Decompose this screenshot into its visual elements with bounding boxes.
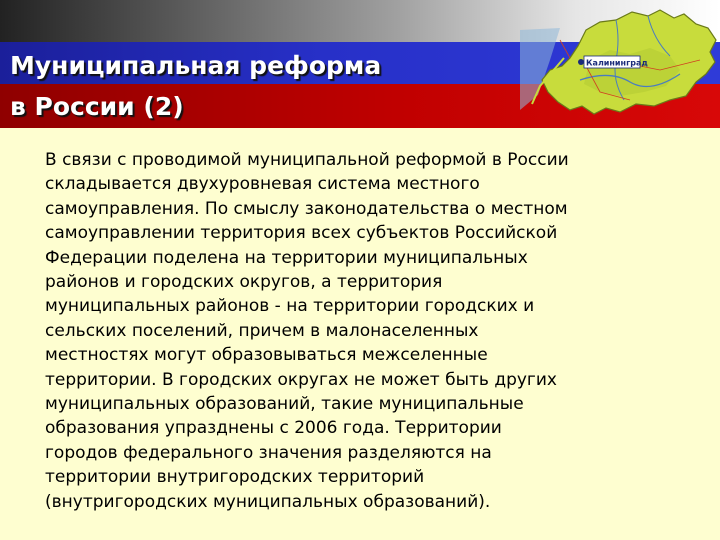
slide-title-line-1: Муниципальная реформа xyxy=(10,51,382,80)
body-paragraph: В связи с проводимой муниципальной реформой в России складывается двухуровневая система местного самоуправления. По смыслу законодательства о местном самоуправлении территория всех субъектов Российской Федерации поделена на территории муниципальных районов и городских округов, а территория муниципальных районов - на территории городских и сельских поселений, причем в малонаселенных местностях могут образовываться межселенные территории. В городских округах не может быть других муниципальных образований, такие муниципальные образования упразднены с 2006 года. Территории городов федерального значения разделяются на территории внутригородских территорий (внутригородских муниципальных образований). xyxy=(45,150,569,512)
kaliningrad-region-map xyxy=(520,0,720,125)
slide-title-line-2: в России (2) xyxy=(10,92,184,121)
map-city-label: Калининград xyxy=(586,58,648,68)
